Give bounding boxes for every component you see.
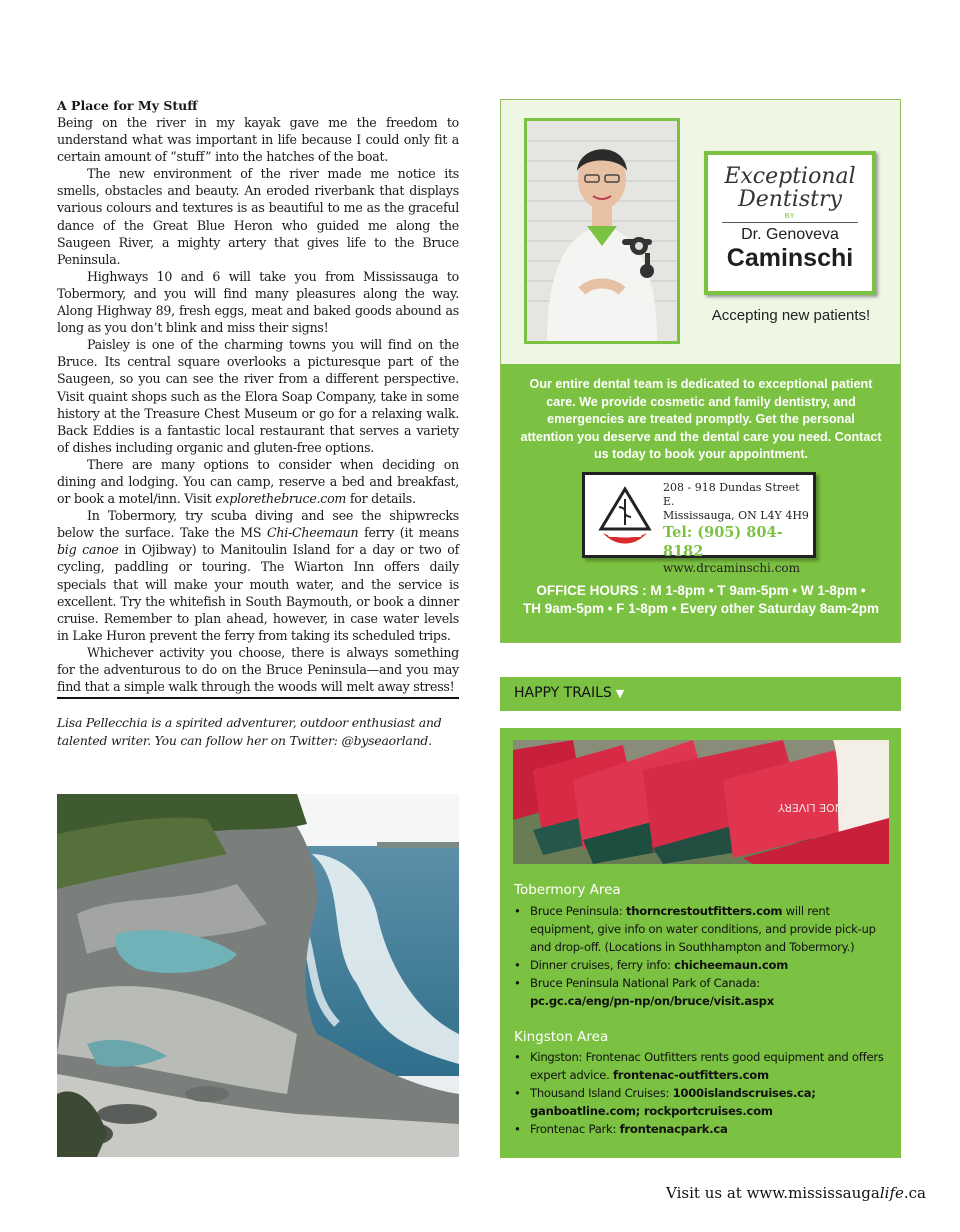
article-paragraph: Paisley is one of the charming towns you will find on the Bruce. Its central square overlooks a picturesque part of the Saugeen, so you can see the river from a different perspective. Visit quaint shops such as the Elora Soap Company, take in some history at the Treasure Chest Museum or go for a relaxing walk. Back Eddies is a fantastic local restaurant that serves a variety of dishes including organic and gluten-free options. [57, 337, 459, 455]
canoes-illustration [513, 740, 889, 864]
article-paragraph: The new environment of the river made me notice its smells, obstacles and beauty. An eroded riverbank that displays various colours and textures is as beautiful to me as the graceful dance of the Great Blue Heron who guided me along the Saugeen River, a mighty artery that gives life to the Bruce Peninsula. [57, 166, 459, 267]
text-span: Frontenac Park: [530, 1122, 620, 1136]
dental-advertisement [500, 99, 901, 643]
office-hours-line-2: TH 9am-5pm • F 1-8pm • Every other Saturday 8am-2pm [522, 601, 880, 616]
list-item [514, 902, 894, 956]
article-paragraph: Being on the river in my kayak gave me the freedom to understand what was important in life because I could only fit a certain amount of “stuff” into the hatches of the boat. [57, 115, 459, 165]
accepting-patients: Accepting new patients! [711, 307, 871, 324]
ad-green-panel [501, 364, 900, 643]
logo-divider [722, 222, 858, 223]
ad-description: Our entire dental team is dedicated to exceptional patient care. We provide cosmetic and family dentistry, and emergencies are treated promptly. Get the personal attention you deserve and the dental care you need. Contact us today to book your appointment. [520, 377, 882, 461]
text-span: in Ojibway) to Manitoulin Island for a day or two of cycling, paddling or touring. The Wiarton Inn offers daily specials that will make your mouth water, and the service is excellent. Try the whitefish in South Baymouth, or book a dinner cruise. Remember to plan ahead, however, in case water levels in Lake Huron prevent the ferry from taking its scheduled trips. [57, 542, 459, 643]
footer-url[interactable] [666, 1184, 926, 1202]
address-line-2: Mississauga, ON L4Y 4H9 [663, 509, 809, 522]
triangle-down-icon: ▼ [615, 687, 625, 700]
frontenac-park-link[interactable]: frontenacpark.ca [619, 1122, 728, 1136]
frontenac-outfitters-link[interactable]: frontenac-outfitters.com [612, 1068, 769, 1082]
ship-meaning: big canoe [57, 542, 119, 558]
happy-trails-title [514, 685, 624, 701]
text-span: Thousand Island Cruises: [530, 1086, 673, 1100]
footer-italic: life [879, 1184, 904, 1202]
text-span: Bruce Peninsula: [530, 904, 626, 918]
article-paragraph [57, 456, 459, 507]
ship-name: Chi-Cheemaun [267, 525, 359, 541]
thorncrest-link[interactable]: thorncrestoutfitters.com [625, 904, 783, 918]
list-item [514, 956, 894, 974]
happy-trails-header [500, 677, 901, 711]
text-span: for details. [346, 491, 416, 507]
website-link[interactable]: www.drcaminschi.com [663, 561, 801, 575]
text-span: will rent equipment, give info on water conditions, and provide pick-up and drop-off. (Locations in Southhampton and Tobermory.) [530, 904, 876, 954]
coastline-illustration [57, 794, 459, 1157]
tobermory-list [514, 902, 894, 1010]
logo-script-1: Exceptional [724, 164, 856, 189]
dentistry-logo [704, 151, 876, 295]
footer-post: .ca [903, 1184, 926, 1202]
happy-trails-label: HAPPY TRAILS [514, 685, 612, 701]
author-bio: Lisa Pellecchia is a spirited adventurer, outdoor enthusiast and talented writer. You can follow her on Twitter: @byseaorland. [57, 715, 442, 748]
tobermory-title: Tobermory Area [514, 882, 621, 898]
address-line-1: 208 - 918 Dundas Street E. [663, 481, 800, 508]
explore-link[interactable]: explorethebruce.com [215, 491, 347, 507]
canoe-livery-text: NOE LIVERY [778, 801, 843, 814]
list-item [514, 974, 894, 1010]
text-span: ferry (it means [358, 525, 459, 541]
coastline-photo [57, 794, 459, 1157]
logo-doctor: Dr. Genoveva [741, 226, 839, 243]
parks-canada-link[interactable]: pc.gc.ca/eng/pn-np/on/bruce/visit.aspx [530, 994, 774, 1008]
chicheemaun-link[interactable]: chicheemaun.com [674, 958, 789, 972]
list-item [514, 1048, 894, 1084]
logo-surname: Caminschi [726, 244, 854, 272]
article-paragraph [57, 507, 459, 644]
dentist-portrait [524, 118, 680, 344]
text-span: In Tobermory, try scuba diving and see the shipwrecks below the surface. Take the MS [57, 508, 459, 541]
article-paragraph: Whichever activity you choose, there is always something for the adventurous to do on the Bruce Peninsula—and you may find that a simple walk through the woods will melt away stress! [57, 644, 459, 695]
happy-trails-box [500, 728, 901, 1158]
business-card [582, 472, 816, 575]
kingston-list [514, 1048, 894, 1138]
text-span: Kingston: Frontenac Outfitters rents good equipment and offers expert advice. [530, 1050, 884, 1082]
phone-number[interactable]: Tel: (905) 804-8182 [663, 524, 783, 560]
footer-pre: Visit us at www.mississauga [666, 1184, 880, 1202]
text-span: There are many options to consider when deciding on dining and lodging. You can camp, reserve a bed and breakfast, or book a motel/inn. Visit [57, 456, 459, 507]
text-span: Dinner cruises, ferry info: [530, 958, 675, 972]
article-paragraph: Highways 10 and 6 will take you from Mississauga to Tobermory, and you will find many pleasures along the way. Along Highway 89, fresh eggs, meat and baked goods abound as long as you don’t blink and miss their signs! [57, 268, 459, 336]
list-item [514, 1120, 894, 1138]
article [57, 97, 459, 695]
cruises-links[interactable]: 1000islandscruises.ca; ganboatline.com; rockportcruises.com [530, 1086, 816, 1118]
office-hours [511, 582, 891, 618]
text-span: Bruce Peninsula National Park of Canada: [530, 976, 760, 990]
dentist-portrait-illustration [527, 121, 677, 341]
logo-script-2: Dentistry [738, 187, 842, 212]
dental-logo-icon [597, 485, 653, 547]
logo-by: BY [784, 212, 796, 220]
office-hours-line-1: OFFICE HOURS : M 1-8pm • T 9am-5pm • W 1-8pm • [536, 583, 866, 598]
canoes-photo [513, 740, 889, 864]
article-title: A Place for My Stuff [57, 98, 198, 113]
kingston-title: Kingston Area [514, 1029, 609, 1045]
list-item [514, 1084, 894, 1120]
card-details [663, 481, 813, 575]
divider [57, 697, 459, 699]
